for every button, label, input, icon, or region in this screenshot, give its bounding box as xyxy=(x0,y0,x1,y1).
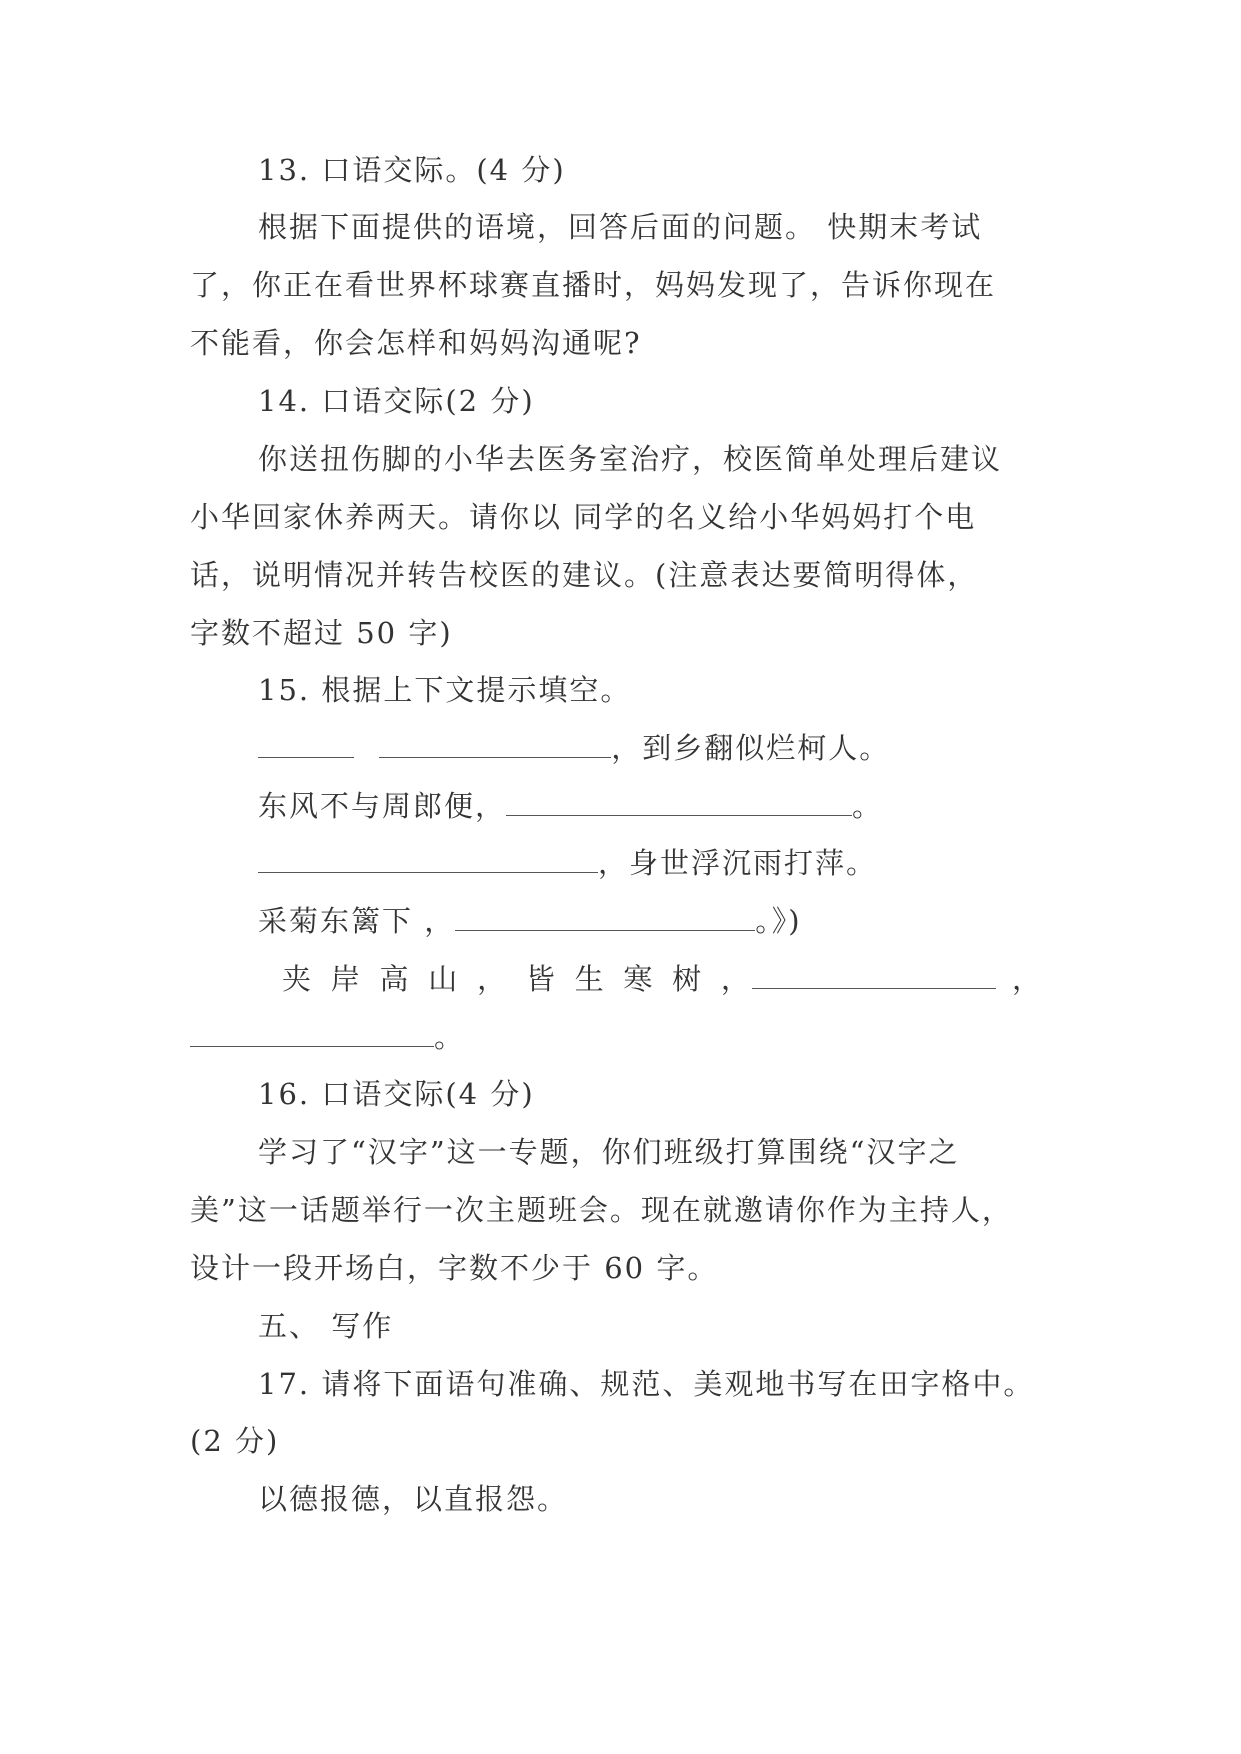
q16-title: 16. 口语交际(4 分) xyxy=(258,1077,535,1111)
q15-item2-text: 东风不与周郎便， xyxy=(258,789,507,823)
q15-item3 xyxy=(258,843,877,883)
q13-body-line3: 不能看，你会怎样和妈妈沟通呢? xyxy=(190,326,642,360)
q15-item2-end: 。 xyxy=(852,789,884,823)
q15-item5-blank xyxy=(752,959,996,999)
q15-item4-end: 。》) xyxy=(755,904,802,938)
q15-item5-char: 夹 xyxy=(282,962,312,996)
q15-item5-text xyxy=(282,959,750,999)
q15-item5-comma: ， xyxy=(1012,962,1044,996)
q15-item5-char: 寒 xyxy=(623,962,653,996)
q15-item4-text: 采菊东篱下 ， xyxy=(258,904,456,938)
q15-item5-char: ， xyxy=(720,962,750,996)
q13-body-line1: 根据下面提供的语境，回答后面的问题。 快期末考试 xyxy=(258,210,983,244)
fill-blank[interactable] xyxy=(190,1020,434,1047)
q15-item4 xyxy=(258,901,802,941)
fill-blank[interactable] xyxy=(258,846,598,873)
q15-item1 xyxy=(258,728,890,768)
q15-item5-char: 树 xyxy=(672,962,702,996)
q17-score: (2 分) xyxy=(190,1424,280,1458)
q14-body-line2: 小华回家休养两天。请你以 同学的名义给小华妈妈打个电 xyxy=(190,500,977,534)
q14-body-line3: 话，说明情况并转告校医的建议。(注意表达要简明得体， xyxy=(190,558,979,592)
q17-sentence: 以德报德，以直报怨。 xyxy=(258,1482,569,1516)
q17-title: 17. 请将下面语句准确、规范、美观地书写在田字格中。 xyxy=(258,1367,1035,1401)
q15-item5-char: ， xyxy=(477,962,507,996)
q15-item1-text: ，到乡翻似烂柯人。 xyxy=(611,731,891,765)
q15-item3-text: ，身世浮沉雨打萍。 xyxy=(598,846,878,880)
section-heading: 五、 写作 xyxy=(258,1309,394,1343)
q15-title: 15. 根据上下文提示填空。 xyxy=(258,673,632,707)
q16-body-line1: 学习了“汉字”这一专题，你们班级打算围绕“汉字之 xyxy=(258,1135,960,1169)
fill-blank[interactable] xyxy=(379,731,611,758)
fill-blank[interactable] xyxy=(455,904,755,931)
q15-item5-char: 高 xyxy=(379,962,409,996)
q15-item5-char: 生 xyxy=(574,962,604,996)
q15-item5-end: 。 xyxy=(434,1020,466,1054)
fill-blank[interactable] xyxy=(258,731,354,758)
q15-item5-cont xyxy=(190,1017,465,1057)
q15-item2 xyxy=(258,786,883,826)
fill-blank[interactable] xyxy=(506,789,852,816)
q13-body-line2: 了，你正在看世界杯球赛直播时，妈妈发现了，告诉你现在 xyxy=(190,268,997,302)
q14-title: 14. 口语交际(2 分) xyxy=(258,384,535,418)
fill-blank[interactable] xyxy=(752,962,996,989)
q13-title: 13. 口语交际。(4 分) xyxy=(258,153,566,187)
q15-item5-char: 皆 xyxy=(525,962,555,996)
q15-item5-char: 山 xyxy=(428,962,458,996)
q16-body-line2: 美”这一话题举行一次主题班会。现在就邀请你作为主持人， xyxy=(190,1193,1013,1227)
q14-body-line1: 你送扭伤脚的小华去医务室治疗，校医简单处理后建议 xyxy=(258,442,1003,476)
q15-item5-char: 岸 xyxy=(330,962,360,996)
q16-body-line3: 设计一段开场白，字数不少于 60 字。 xyxy=(190,1251,719,1285)
q14-body-line4: 字数不超过 50 字) xyxy=(190,616,453,650)
